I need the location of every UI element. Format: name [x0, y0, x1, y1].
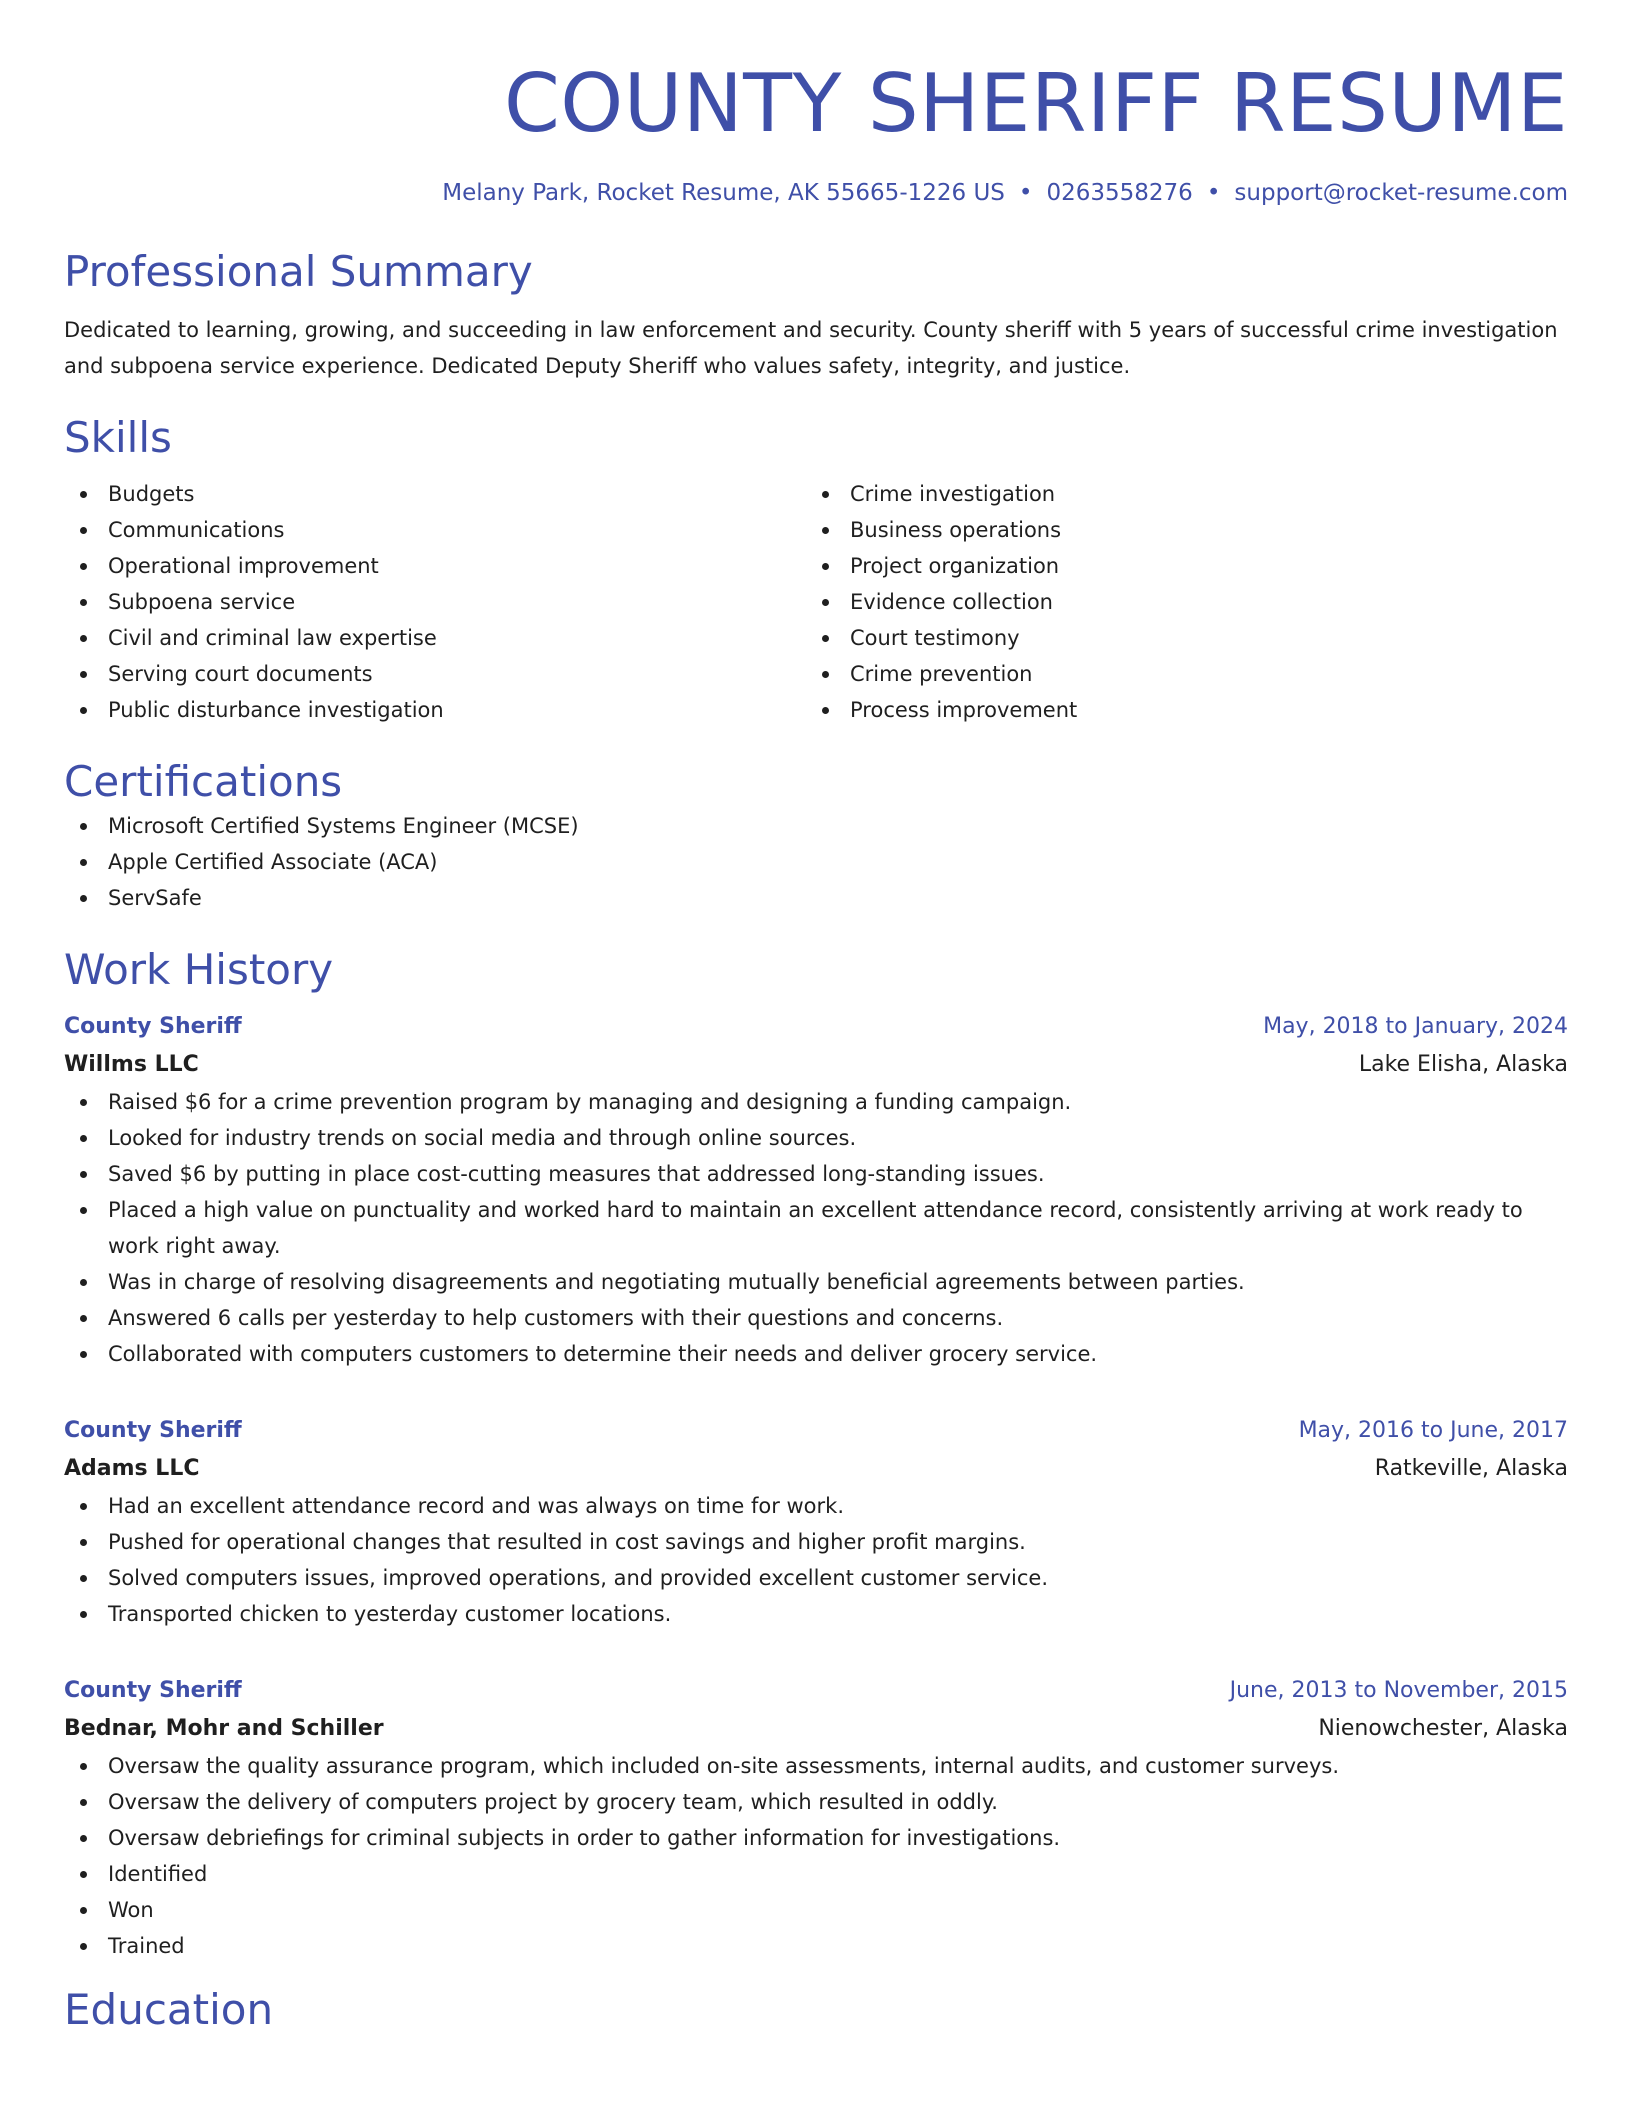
skill-item: Court testimony — [806, 620, 1548, 656]
job-title: County Sheriff — [64, 1014, 242, 1039]
job-bullet: Transported chicken to yesterday customer locations. — [64, 1596, 1568, 1632]
skill-item: Process improvement — [806, 692, 1548, 728]
job-bullet: Looked for industry trends on social media and through online sources. — [64, 1120, 1568, 1156]
contact-line — [64, 178, 1568, 208]
job-bullets — [64, 1488, 1568, 1632]
skill-item: Operational improvement — [64, 548, 806, 584]
summary-heading: Professional Summary — [64, 247, 533, 296]
job-location: Lake Elisha, Alaska — [1358, 1052, 1568, 1077]
certification-item: ServSafe — [64, 880, 1568, 916]
job-header-row — [64, 1008, 1568, 1046]
job-entry — [64, 1672, 1568, 1964]
education-heading: Education — [64, 1985, 274, 2034]
job-company: Bednar, Mohr and Schiller — [64, 1716, 384, 1741]
work-history-heading: Work History — [64, 945, 334, 994]
job-bullet: Oversaw the quality assurance program, which included on-site assessments, internal audits, and customer surveys. — [64, 1748, 1568, 1784]
job-bullets — [64, 1748, 1568, 1964]
certifications-list — [64, 808, 1568, 916]
job-bullet: Oversaw the delivery of computers project by grocery team, which resulted in oddly. — [64, 1784, 1568, 1820]
skill-item: Crime investigation — [806, 476, 1548, 512]
job-header-row — [64, 1412, 1568, 1450]
job-bullet: Identified — [64, 1856, 1568, 1892]
contact-address: Melany Park, Rocket Resume, AK 55665-1226 US — [442, 180, 1005, 206]
job-bullets — [64, 1084, 1568, 1372]
resume-page — [64, 0, 1568, 2036]
certification-item: Apple Certified Associate (ACA) — [64, 844, 1568, 880]
job-bullet: Raised $6 for a crime prevention program by managing and designing a funding campaign. — [64, 1084, 1568, 1120]
skill-item: Budgets — [64, 476, 806, 512]
contact-separator: • — [1018, 180, 1033, 206]
contact-phone: 0263558276 — [1046, 180, 1193, 206]
job-bullet: Pushed for operational changes that resulted in cost savings and higher profit margins. — [64, 1524, 1568, 1560]
skill-item: Business operations — [806, 512, 1548, 548]
job-dates: June, 2013 to November, 2015 — [1229, 1678, 1568, 1703]
job-bullet: Had an excellent attendance record and was always on time for work. — [64, 1488, 1568, 1524]
skill-item: Serving court documents — [64, 656, 806, 692]
skill-item: Evidence collection — [806, 584, 1548, 620]
job-bullet: Collaborated with computers customers to determine their needs and deliver grocery service. — [64, 1336, 1568, 1372]
summary-text: Dedicated to learning, growing, and succeeding in law enforcement and security. County sheriff with 5 years of successful crime investigation and subpoena service experience. Dedicated Deputy Sheriff who values safety, integrity, and justice. — [64, 318, 1558, 378]
job-bullet: Answered 6 calls per yesterday to help customers with their questions and concerns. — [64, 1300, 1568, 1336]
skill-item: Crime prevention — [806, 656, 1548, 692]
job-dates: May, 2016 to June, 2017 — [1298, 1418, 1568, 1443]
job-dates: May, 2018 to January, 2024 — [1263, 1014, 1568, 1039]
job-header-row — [64, 1672, 1568, 1710]
job-title: County Sheriff — [64, 1678, 242, 1703]
skill-item: Communications — [64, 512, 806, 548]
skills-list-left — [64, 476, 806, 728]
job-bullet: Oversaw debriefings for criminal subjects in order to gather information for investigations. — [64, 1820, 1568, 1856]
job-company: Willms LLC — [64, 1052, 199, 1077]
contact-email[interactable]: support@rocket-resume.com — [1234, 180, 1568, 206]
job-bullet: Solved computers issues, improved operations, and provided excellent customer service. — [64, 1560, 1568, 1596]
job-company-row — [64, 1046, 1568, 1084]
job-entry — [64, 1412, 1568, 1632]
skill-item: Subpoena service — [64, 584, 806, 620]
skills-heading: Skills — [64, 413, 172, 462]
job-title: County Sheriff — [64, 1418, 242, 1443]
job-bullet: Saved $6 by putting in place cost-cutting measures that addressed long-standing issues. — [64, 1156, 1568, 1192]
skills-grid — [64, 476, 1568, 728]
resume-title: COUNTY SHERIFF RESUME — [503, 57, 1568, 150]
job-company: Adams LLC — [64, 1456, 200, 1481]
job-bullet: Won — [64, 1892, 1568, 1928]
job-company-row — [64, 1450, 1568, 1488]
skill-item: Public disturbance investigation — [64, 692, 806, 728]
contact-separator: • — [1206, 180, 1221, 206]
certifications-heading: Certifications — [64, 757, 343, 806]
job-bullet: Trained — [64, 1928, 1568, 1964]
job-company-row — [64, 1710, 1568, 1748]
skills-list-right — [806, 476, 1548, 728]
job-location: Nienowchester, Alaska — [1318, 1716, 1568, 1741]
certification-item: Microsoft Certified Systems Engineer (MCSE) — [64, 808, 1568, 844]
job-bullet: Was in charge of resolving disagreements and negotiating mutually beneficial agreements between parties. — [64, 1264, 1568, 1300]
skill-item: Project organization — [806, 548, 1548, 584]
skill-item: Civil and criminal law expertise — [64, 620, 806, 656]
job-entry — [64, 1008, 1568, 1372]
job-location: Ratkeville, Alaska — [1374, 1456, 1568, 1481]
job-bullet: Placed a high value on punctuality and worked hard to maintain an excellent attendance record, consistently arriving at work ready to work right away. — [64, 1192, 1568, 1264]
